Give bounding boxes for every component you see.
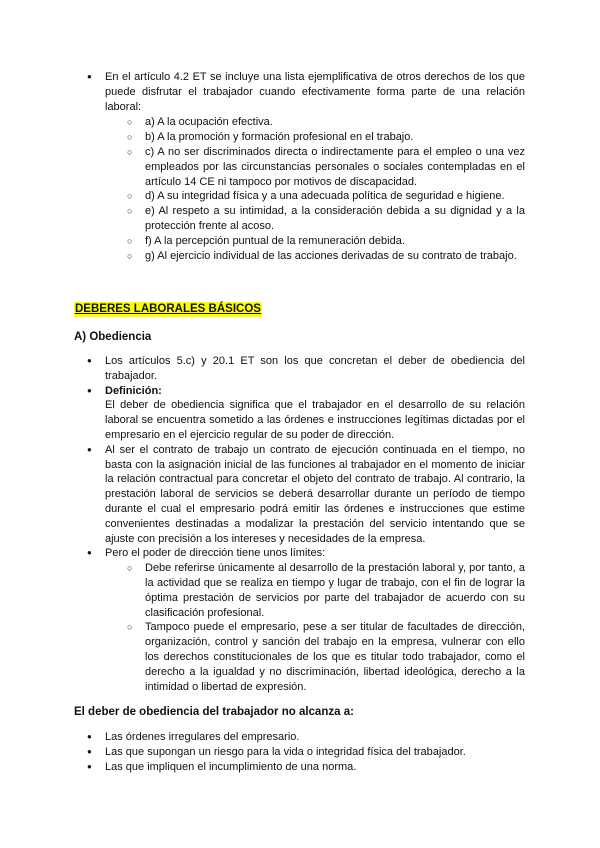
list-item: ○ c) A no ser discriminados directa o indirectamente para el empleo o una vez empleados por las circunstancias personales o sociales contempladas en el artículo 14 CE ni tampoco por motivos de discapacidad. bbox=[145, 145, 525, 189]
subsection-title: El deber de obediencia del trabajador no alcanza a: bbox=[74, 706, 354, 718]
limits-intro: Pero el poder de dirección tiene unos límites: bbox=[105, 547, 326, 560]
list-item bbox=[105, 384, 525, 443]
list-item: ○ b) A la promoción y formación profesional en el trabajo. bbox=[145, 130, 525, 145]
list-item: ○ Tampoco puede el empresario, pese a ser titular de facultades de dirección, organización, control y sanción del trabajo en la empresa, vulnerar con ello los derechos constitucionales de los que es titular todo trabajador, como el derecho a la igualdad y no discriminación, libertad ideológica, derecho a la intimidad o libertad de expresión. bbox=[145, 620, 525, 694]
list-item: ● Al ser el contrato de trabajo un contrato de ejecución continuada en el tiempo, no basta con la asignación inicial de las funciones al trabajador en el momento de iniciar la relación contractual para concretar el objeto del contrato de trabajo. Al contrario, la prestación laboral de servicios se deberá desarrollar durante un período de tiempo durante el cual el empresario podrá emitir las órdenes e instrucciones que estime convenientes destinadas a modalizar la prestación del servicio intentando que se ajuste con precisión a los intereses y necesidades de la empresa. bbox=[105, 443, 525, 547]
list-item: ● Las que supongan un riesgo para la vida o integridad física del trabajador. bbox=[105, 745, 525, 760]
rights-intro: En el artículo 4.2 ET se incluye una lista ejemplificativa de otros derechos de los que puede disfrutar el trabajador cuando efectivamente forma parte de una relación laboral: bbox=[105, 71, 525, 113]
list-item bbox=[105, 546, 525, 694]
list-item bbox=[105, 70, 525, 263]
list-item: ○ a) A la ocupación efectiva. bbox=[145, 115, 525, 130]
subsection-title: A) Obediencia bbox=[74, 331, 152, 343]
list-item: ○ Debe referirse únicamente al desarrollo de la prestación laboral y, por tanto, a la actividad que se realiza en tiempo y lugar de trabajo, con el fin de lograr la óptima prestación de servicios por parte del trabajador de acuerdo con su clasificación profesional. bbox=[145, 561, 525, 620]
list-item: ○ f) A la percepción puntual de la remuneración debida. bbox=[145, 234, 525, 249]
rights-section bbox=[0, 70, 600, 263]
list-item: ○ g) Al ejercicio individual de las acciones derivadas de su contrato de trabajo. bbox=[145, 249, 525, 264]
definition-label: ● Definición: bbox=[105, 384, 162, 397]
definition-text: El deber de obediencia significa que el trabajador en el desarrollo de su relación laboral se encuentra sometido a las órdenes e instrucciones legítimas dictadas por el empresario en el ejercicio regular de su poder de dirección. bbox=[105, 399, 525, 441]
obediencia-section bbox=[0, 354, 600, 694]
list-item: ● Las órdenes irregulares del empresario. bbox=[105, 730, 525, 745]
list-item: ● Los artículos 5.c) y 20.1 ET son los que concretan el deber de obediencia del trabajador. bbox=[105, 354, 525, 384]
section-heading: DEBERES LABORALES BÁSICOS bbox=[75, 303, 261, 315]
list-item: ○ e) Al respeto a su intimidad, a la consideración debida a su dignidad y a la protección frente al acoso. bbox=[145, 204, 525, 234]
no-alcanza-section bbox=[0, 730, 600, 774]
list-item: ○ d) A su integridad física y a una adecuada política de seguridad e higiene. bbox=[145, 189, 525, 204]
list-item: ● Las que impliquen el incumplimiento de una norma. bbox=[105, 760, 525, 775]
